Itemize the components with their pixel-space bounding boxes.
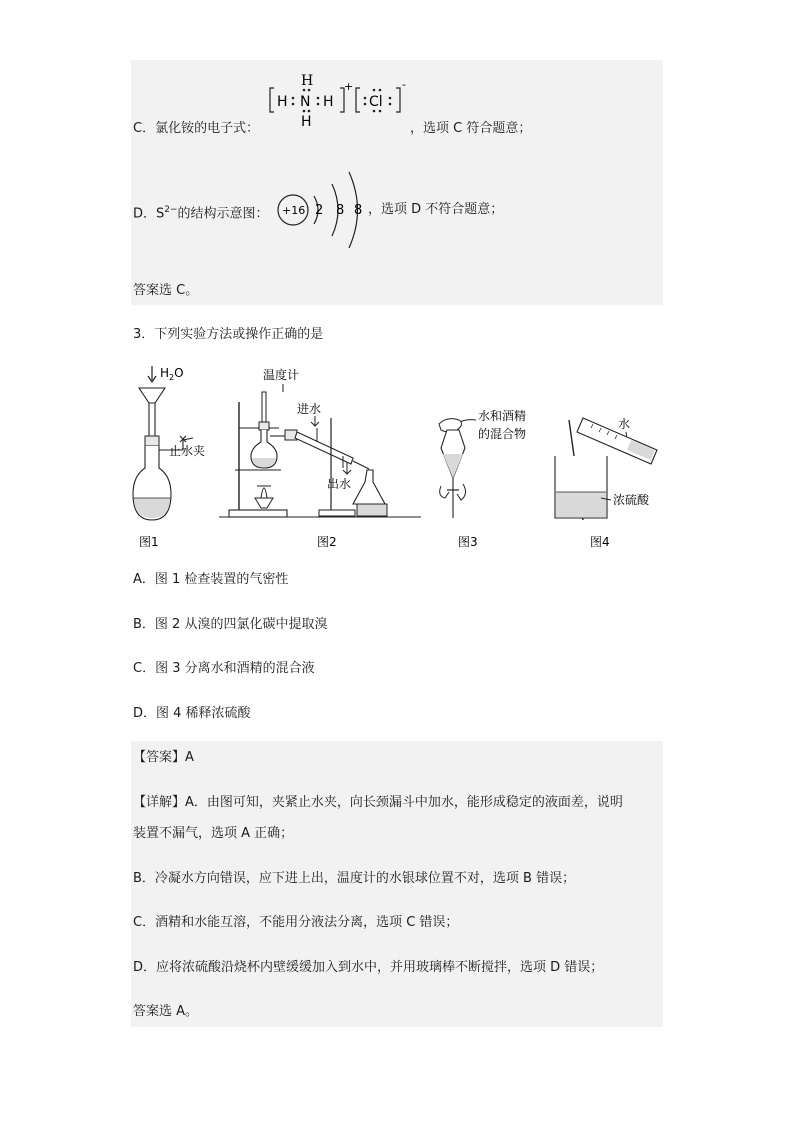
charge-minus: - (402, 78, 406, 91)
option-b: B．图 2 从溴的四氯化碳中提取溴 (133, 617, 328, 632)
condenser (295, 432, 353, 464)
solution-detail-1: 【详解】A．由图可知，夹紧止水夹，向长颈漏斗中加水，能形成稳定的液面差，说明 (133, 795, 623, 810)
solution-answer: 【答案】A (133, 750, 194, 765)
shell-1-electrons: 2 (315, 203, 324, 218)
h2o-sub: 2 (169, 373, 175, 382)
mixture-label-2: 的混合物 (478, 427, 527, 441)
shell-3-electrons: 8 (354, 203, 363, 218)
n-atom: N (300, 94, 311, 110)
h-right: H (323, 94, 334, 110)
electron-formula (262, 68, 412, 128)
receiving-flask (353, 470, 385, 504)
figures-svg (131, 358, 663, 553)
option-d-letter: D．S (133, 206, 165, 222)
clamp-label: 止水夹 (169, 444, 206, 458)
h2o-o: O (174, 366, 184, 380)
solution-c: C．酒精和水能互溶，不能用分液法分离，选项 C 错误； (133, 915, 459, 930)
figure-4-label: 图4 (590, 535, 610, 549)
figure-2 (219, 367, 421, 549)
h-top: H (301, 73, 314, 89)
option-d-middle: 的结构示意图： (177, 206, 269, 222)
long-neck-funnel (139, 388, 165, 403)
nucleus-charge: +16 (282, 204, 306, 217)
bracket-cl-left (356, 88, 360, 112)
option-d-prefix (131, 201, 269, 223)
solution-final: 答案选 A。 (133, 1004, 199, 1019)
answer-top: 答案选 C。 (133, 283, 199, 298)
h-bottom: H (301, 114, 312, 128)
figures-row (131, 358, 663, 553)
sulfide-charge: 2− (164, 205, 178, 215)
figure-1 (133, 366, 205, 549)
water-label: 水 (618, 417, 631, 431)
bracket-cl-right (396, 88, 400, 112)
solution-d: D．应将浓硫酸沿烧杯内壁缓缓加入到水中，并用玻璃棒不断搅拌，选项 D 错误； (133, 960, 604, 975)
option-d: D．图 4 稀释浓硫酸 (133, 706, 251, 721)
thermometer-label: 温度计 (263, 368, 300, 382)
h2o-h: H (160, 366, 170, 380)
water-out-label: 出水 (327, 477, 352, 491)
shell-2-electrons: 8 (336, 203, 345, 218)
option-c-suffix: ，选项 C 符合题意； (410, 121, 532, 136)
bracket-left (270, 88, 274, 112)
cl-atom: Cl (369, 94, 383, 110)
option-c-prefix: C．氯化铵的电子式： (133, 121, 260, 136)
option-c: C．图 3 分离水和酒精的混合液 (133, 661, 315, 676)
figure-3-label: 图3 (458, 535, 478, 549)
option-a: A．图 1 检查装置的气密性 (133, 572, 289, 587)
figure-2-label: 图2 (317, 535, 337, 549)
figure-3 (439, 408, 526, 549)
water-in-label: 进水 (297, 402, 322, 416)
solution-b: B．冷凝水方向错误，应下进上出，温度计的水银球位置不对，选项 B 错误； (133, 871, 576, 886)
acid-label: 浓硫酸 (613, 493, 650, 507)
electron-formula-svg (262, 68, 412, 128)
charge-plus: + (344, 80, 354, 93)
option-d-suffix: ，选项 D 不符合题意； (368, 202, 504, 217)
figure-4 (555, 416, 657, 549)
question-stem: 3．下列实验方法或操作正确的是 (133, 327, 324, 342)
atomic-structure-diagram (274, 168, 374, 250)
atomic-structure-svg (274, 168, 374, 250)
mixture-label-1: 水和酒精 (478, 409, 527, 423)
figure-1-label: 图1 (139, 535, 159, 549)
solution-detail-2: 装置不漏气，选项 A 正确； (133, 826, 294, 841)
svg-text:H2O (160, 366, 184, 382)
h-left: H (277, 94, 288, 110)
